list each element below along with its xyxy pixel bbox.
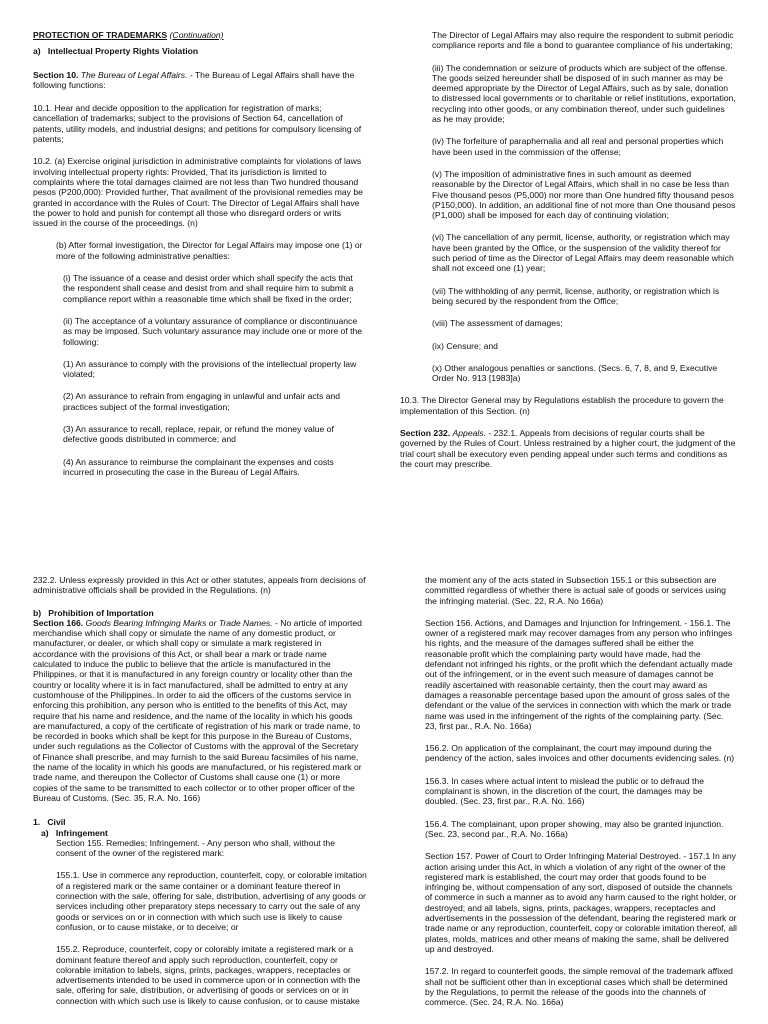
penalty-ii: (ii) The acceptance of a voluntary assurance of compliance or discontinuance as may be imposed. Such voluntary assurance may include one or more of the following: [63,315,363,347]
page1-right-column [400,30,736,469]
section-title: Goods Bearing Infringing Marks or Trade Names. [85,617,273,628]
penalty-v: (v) The imposition of administrative fines in such amount as deemed reasonable by the Director of Legal Affairs, which shall in no case be less than Five thousand pesos (P5,000) nor more than One hundred fifty thousand pesos (P150,000). In addition, an additional fine of not more than One thousand pesos (P1,000) shall be imposed for each day of continuing violation; [432,168,736,221]
header-title: PROTECTION OF TRADEMARKS [33,30,168,40]
heading-prohibition-importation [33,608,367,618]
penalty-vii: (vii) The withholding of any permit, license, authority, or registration which is being secured by the respondent from the Office; [432,285,720,306]
paragraph-155-2: 155.2. Reproduce, counterfeit, copy or colorably imitate a registered mark or a dominant feature thereof and apply such reproduction, counterfeit, copy or colorable imitation to labels, signs, prints, packages, wrappers, receptacles or advertisements intended to be used in commerce upon or in connection with the sale, offering for sale, distribution, or advertising of goods or services on or in connection with which such use is likely to cause confusion, or to cause mistake [56,944,361,1006]
paragraph-155-1: 155.1. Use in commerce any reproduction, counterfeit, copy, or colorable imitation of a registered mark or the same container or a dominant feature thereof in connection with the sale, offering for sale, distribution, advertising of any goods or services including other preparatory steps necessary to carry out the sale of any goods or services on or in connection with which such use is likely to cause confusion, or to cause mistake, or to deceive; or [56,870,367,932]
section-label: Section 10. [33,69,79,80]
penalty-i: (i) The issuance of a cease and desist order which shall specify the acts that the respondent shall cease and desist from and shall require him to submit a compliance report within a reasonable time which shall be fixed in the order; [63,273,354,304]
penalty-ix: (ix) Censure; and [432,340,498,351]
section-10-intro [33,70,367,91]
page1-left-column [33,30,367,489]
heading-text: Intellectual Property Rights Violation [47,46,199,57]
paragraph-157-2: 157.2. In regard to counterfeit goods, the simple removal of the trademark affixed shall not be sufficient other than in exceptional cases which shall be determined by the Regulations, to permit the release of the goods into the channels of commerce. (Sec. 24, R.A. No. 166a) [425,966,733,1008]
paragraph-156-3: 156.3. In cases where actual intent to mislead the public or to defraud the complainant is shown, in the discretion of the court, the damages may be doubled. (Sec. 23, first par., R.A. No. 166) [425,775,704,807]
section-label: Section 232. [400,428,451,439]
paragraph-156-2: 156.2. On application of the complainant, the court may impound during the pendency of the action, sales invoices and other documents evidencing sales. (n) [425,743,735,764]
assurance-4: (4) An assurance to reimburse the complainant the expenses and costs incurred in prosecuting the case in the Bureau of Legal Affairs. [63,456,334,477]
penalty-vi: (vi) The cancellation of any permit, license, authority, or registration which may have been granted by the Office, or the suspension of the validity thereof for such period of time as the Director of Legal Affairs may deem reasonable which shall not exceed one (1) year; [432,232,734,274]
paragraph-156-4: 156.4. The complainant, upon proper showing, may also be granted injunction. (Sec. 23, second par., R.A. No. 166a) [425,818,724,839]
heading-marker: a) [33,46,41,57]
section-title: The Bureau of Legal Affairs. [80,69,188,80]
heading-infringement [41,828,367,838]
section-text: - The Bureau of Legal Affairs shall have the following functions: [33,69,355,90]
section-166 [33,618,367,803]
paragraph-10-2b: (b) After formal investigation, the Director for Legal Affairs may impose one (1) or more of the following administrative penalties: [56,240,363,261]
heading-civil [33,817,367,827]
assurance-3: (3) An assurance to recall, replace, repair, or refund the money value of defective goods distributed in commerce; and [63,424,334,445]
continuation-paragraph: the moment any of the acts stated in Subsection 155.1 or this subsection are committed regardless of whether there is actual sale of goods or services using the infringing material. (Sec. 22, R.A. No 166a) [425,575,726,606]
section-text: - 232.1. Appeals from decisions of regular courts shall be governed by the Rules of Court. Unless restrained by a higher court, the judgment of the trial court shall be executory even pending appeal under such terms and conditions as the court may prescribe. [400,428,736,469]
section-title: Appeals. [452,428,486,439]
bond-paragraph: The Director of Legal Affairs may also require the respondent to submit periodic compliance reports and file a bond to guarantee compliance of his undertaking; [432,30,734,51]
heading-text: Infringement [55,827,108,838]
paragraph-232-2: 232.2. Unless expressly provided in this Act or other statutes, appeals from decisions of administrative officials shall be provided in the Regulations. (n) [33,575,366,596]
paragraph-10-1: 10.1. Hear and decide opposition to the application for registration of marks; cancellation of trademarks; subject to the provisions of Section 64, cancellation of patents, utility models, and industrial designs; and petitions for compulsory licensing of patents; [33,103,362,145]
heading-ipr-violation [33,46,367,56]
section-156: Section 156. Actions, and Damages and Injunction for Infringement. - 156.1. The owner of a registered mark may recover damages from any person who infringes his rights, and the measure of the damages suffered shall be either the reasonable profit which the complaining party would have made, had the defendant not infringed his rights, or the profit which the defendant actually made out of the infringement, or in the event such measure of damages cannot be readily ascertained with reasonable certainty, then the court may award as damages a reasonable percentage based upon the amount of gross sales of the defendant or the value of the services in connection with which the mark or trade name was used in the infringement of the rights of the complaining party. (Sec. 23, first par., R.A. No. 166a) [425,617,733,731]
header-continuation: (Continuation) [169,30,224,40]
heading-marker: 1. [33,817,41,828]
page2-right-column [425,575,737,1007]
section-text: - No article of imported merchandise which shall copy or simulate the name of any domestic product, or manufacturer, or dealer, or which shall copy or simulate a mark registered in accordance with the provisions of this Act, or shall bear a mark or trade name calculated to induce the public to believe that the article is manufactured in the Philippines, or that it is manufactured in any foreign country or locality other than the country or locality where it is in fact manufactured, shall be admitted to entry at any customhouse of the Philippines. In order to aid the officers of the customs service in enforcing this prohibition, any person who is entitled to the benefits of this Act, may require that his name and residence, and the name of the locality in which his goods are manufactured, a copy of the certificate of registration of his mark or trade name, to be recorded in books which shall be kept for this purpose in the Bureau of Customs, under such regulations as the Collector of Customs with the approval of the Secretary of Finance shall prescribe, and may furnish to the said Bureau facsimiles of his name, the name of the locality in which his goods are manufactured, or his registered mark or trade name, and thereupon the Collector of Customs shall cause one (1) or more copies of the same to be transmitted to each collector or to other proper officer of the Bureau of Customs. (Sec. 35, R.A. No. 166) [33,617,362,803]
heading-marker: a) [41,827,49,838]
penalty-viii: (viii) The assessment of damages; [432,318,563,329]
heading-marker: b) [33,607,42,618]
page2-left-column [33,575,367,1006]
assurance-1: (1) An assurance to comply with the provisions of the intellectual property law violated; [63,358,357,380]
section-label: Section 166. [33,617,84,628]
section-232 [400,428,736,469]
section-155: Section 155. Remedies; Infringement. - Any person who shall, without the consent of the owner of the registered mark: [56,837,335,859]
assurance-2: (2) An assurance to refrain from engaging in unlawful and unfair acts and practices subject of the formal investigation; [63,391,341,412]
heading-text: Civil [47,817,66,828]
document-header [33,30,367,40]
section-157: Section 157. Power of Court to Order Infringing Material Destroyed. - 157.1 In any action arising under this Act, in which a violation of any right of the owner of the registered mark is established, the court may order that goods found to be infringing be, without compensation of any sort, disposed of outside the channels of commerce in such a manner as to avoid any harm caused to the right holder, or destroyed; and all labels, signs, prints, packages, wrappers, receptacles and advertisements in the possession of the defendant, bearing the registered mark or trade name or any reproduction, counterfeit, copy or colorable imitation thereof, all plates, molds, matrices and other means of making the same, shall be delivered up and destroyed. [425,851,737,954]
heading-text: Prohibition of Importation [48,607,154,618]
penalty-iv: (iv) The forfeiture of paraphernalia and all real and personal properties which have been used in the commission of the offense; [432,136,724,157]
penalty-iii: (iii) The condemnation or seizure of products which are subject of the offense. The goods seized hereunder shall be disposed of in such manner as may be deemed appropriate by the Director of Legal Affairs, such as by sale, donation to distressed local governments or to charitable or relief institutions, exportation, recycling into other goods, or any combination thereof, under such guidelines as he may provide; [432,62,736,125]
penalty-x: (x) Other analogous penalties or sanctions. (Secs. 6, 7, 8, and 9, Executive Order No. 913 [1983]a) [432,362,718,384]
paragraph-10-2a: 10.2. (a) Exercise original jurisdiction in administrative complaints for violations of laws involving intellectual property rights: Provided, That its jurisdiction is limited to complaints where the total damages claimed are not less than Two hundred thousand pesos (P200,000): Provided further, That availment of the provisional remedies may be granted in accordance with the Rules of Court. The Director of Legal Affairs shall have the power to hold and punish for contempt all those who disregard orders or writs issued in the course of the proceedings. (n) [33,156,363,229]
paragraph-10-3: 10.3. The Director General may by Regulations establish the procedure to govern the implementation of this Section. (n) [400,395,724,416]
